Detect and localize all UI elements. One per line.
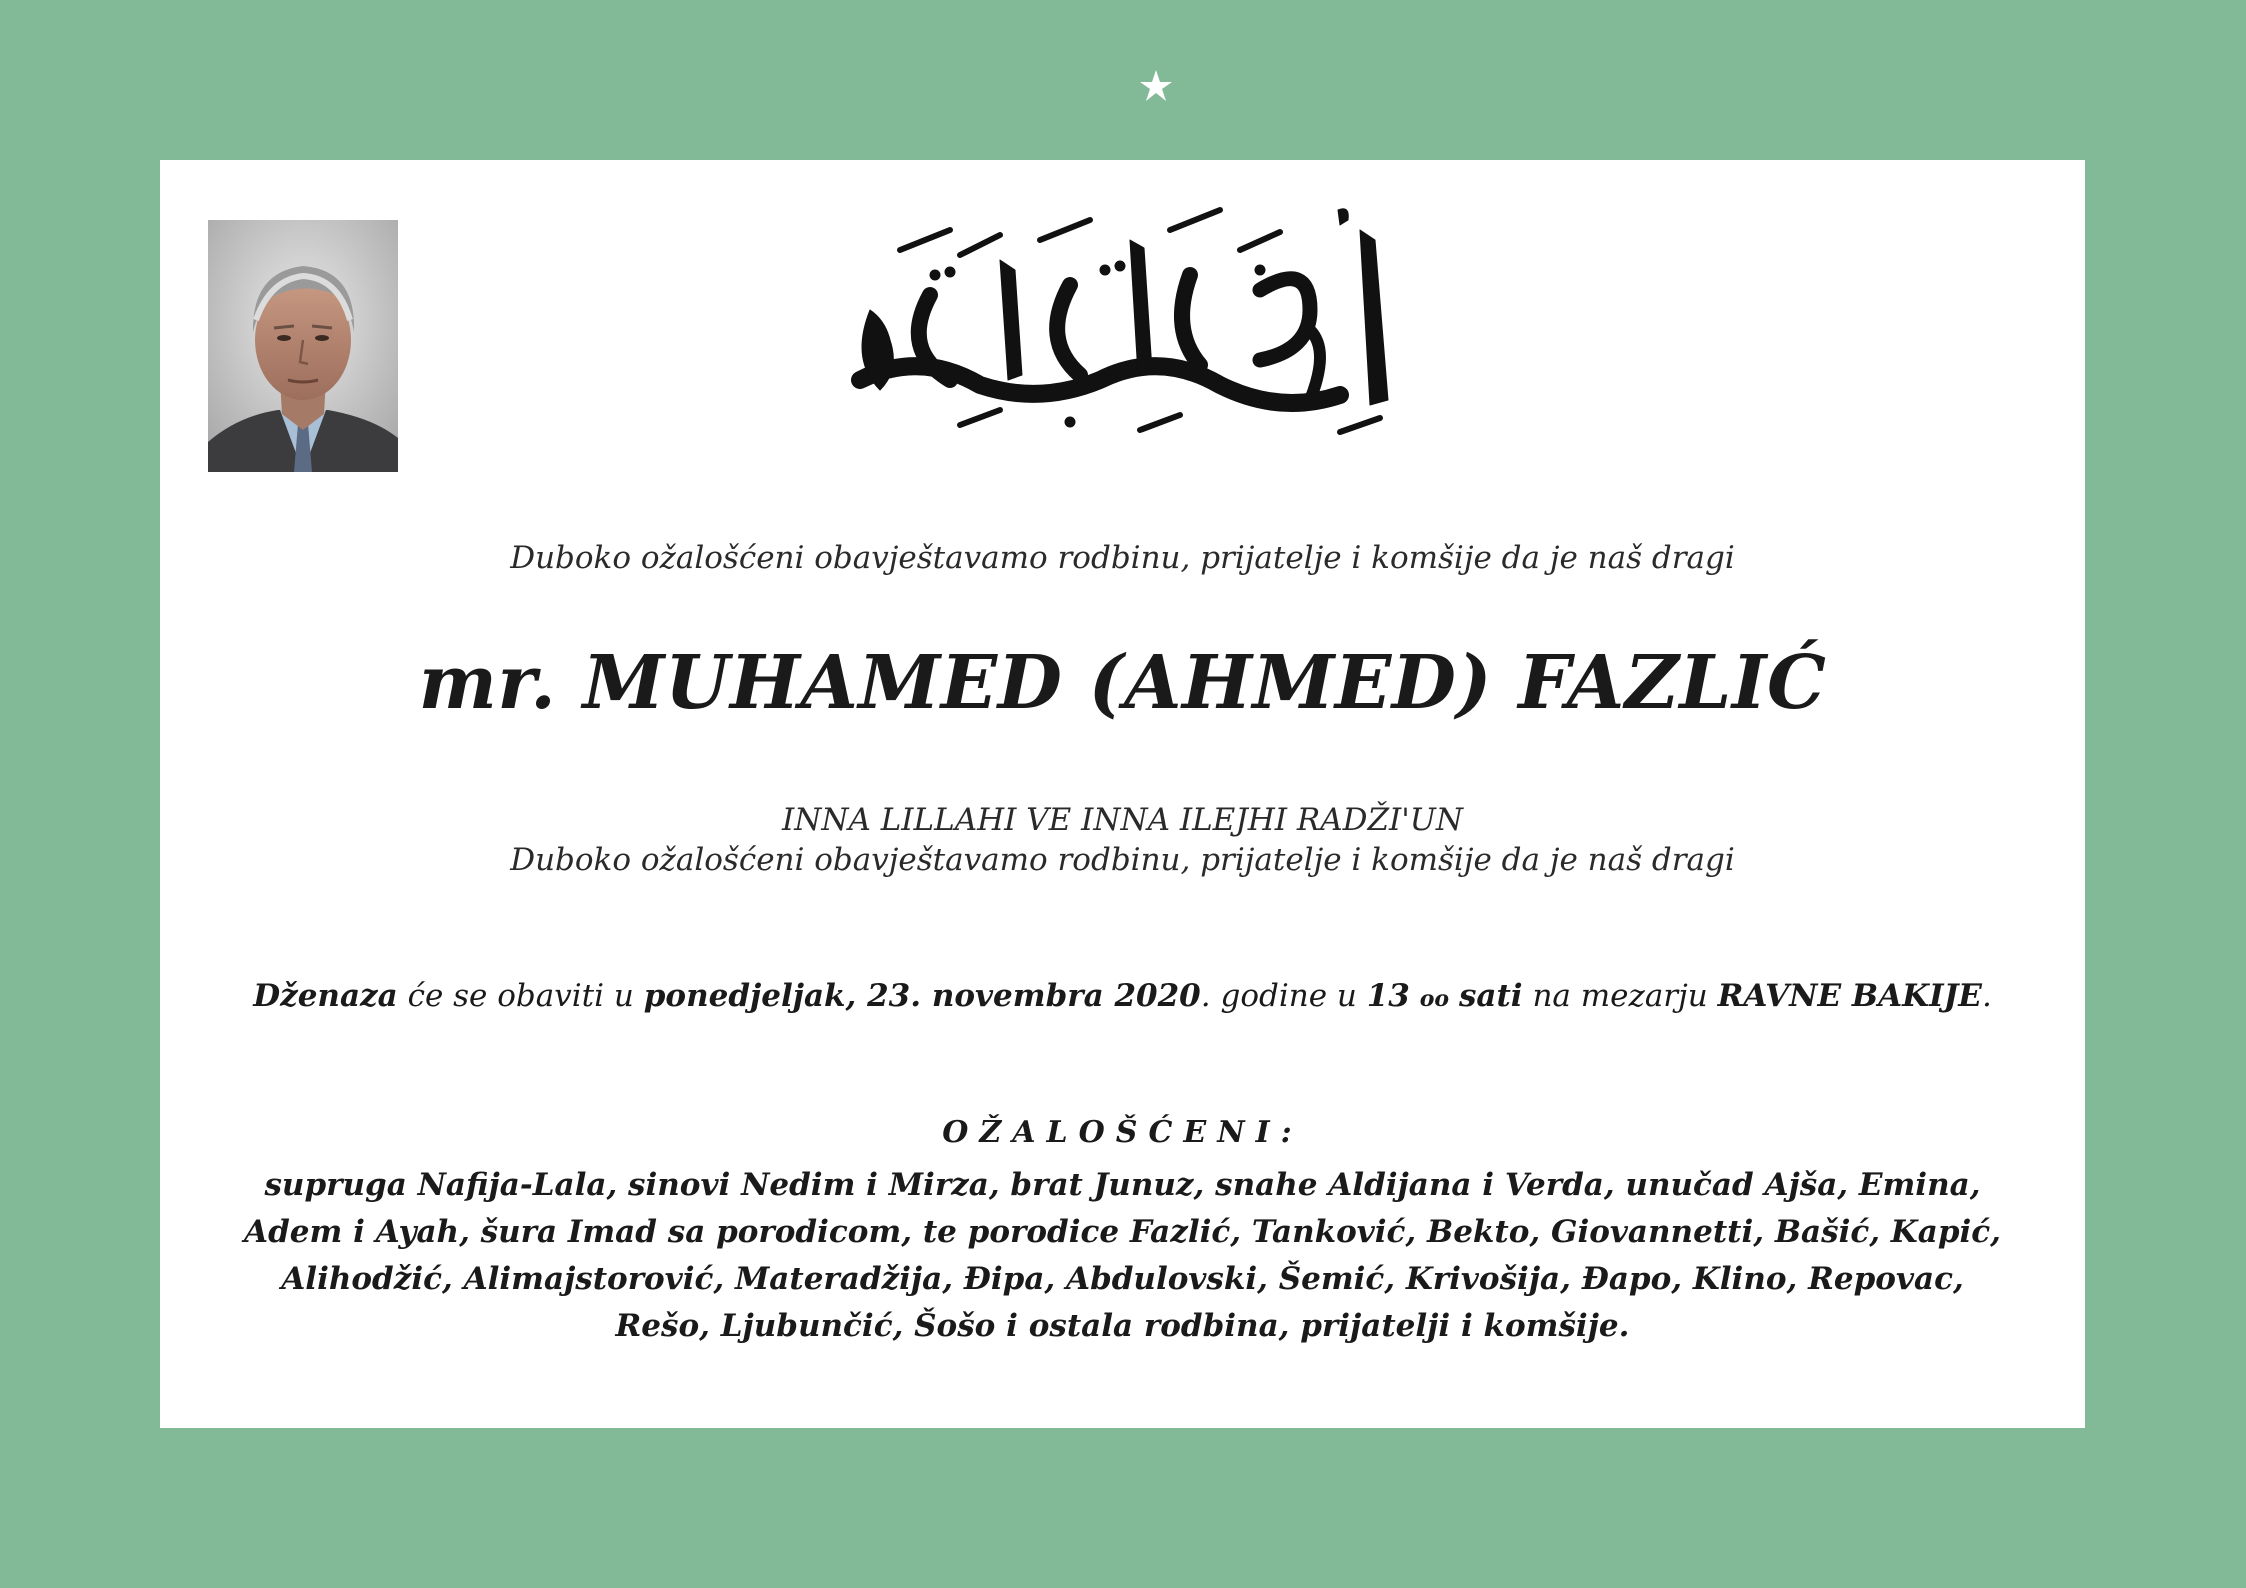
mourners-line: Rešo, Ljubunčić, Šošo i ostala rodbina, prijatelji i komšije. — [615, 1308, 1630, 1344]
funeral-cemetery: RAVNE BAKIJE — [1717, 978, 1982, 1014]
arabic-calligraphy-image — [840, 200, 1400, 440]
funeral-date: ponedjeljak, 23. novembra 2020 — [643, 978, 1201, 1014]
funeral-text-3: na mezarju — [1522, 978, 1718, 1014]
obituary-card — [160, 160, 2085, 1428]
mourners-list — [160, 1162, 2085, 1350]
funeral-details — [160, 978, 2085, 1014]
mourners-line: supruga Nafija-Lala, sinovi Nedim i Mirza, brat Junuz, snahe Aldijana i Verda, unučad Ajša, Emina, — [264, 1167, 1981, 1203]
crescent-star-icon — [1064, 30, 1184, 135]
deceased-portrait-photo — [208, 220, 398, 472]
intro-text: Duboko ožalošćeni obavještavamo rodbinu, prijatelje i komšije da je naš dragi — [510, 540, 1735, 576]
funeral-hour: 13 — [1366, 978, 1410, 1014]
verse-line-1: INNA LILLAHI VE INNA ILEJHI RADŽI'UN — [781, 802, 1464, 838]
funeral-word: Dženaza — [253, 978, 398, 1014]
deceased-name: mr. MUHAMED (AHMED) FAZLIĆ — [418, 640, 1827, 726]
funeral-sati: sati — [1458, 978, 1523, 1014]
funeral-text-1: će se obaviti u — [397, 978, 644, 1014]
verse-line-2: Duboko ožalošćeni obavještavamo rodbinu, prijatelje i komšije da je naš dragi — [510, 842, 1735, 878]
mourners-line: Alihodžić, Alimajstorović, Materadžija, Đipa, Abdulovski, Šemić, Krivošija, Đapo, Klino, Repovac, — [281, 1261, 1964, 1297]
mourners-title: OŽALOŠĆENI: — [942, 1115, 1303, 1150]
funeral-text-4: . — [1981, 978, 1992, 1014]
funeral-minutes: oo — [1419, 986, 1450, 1012]
funeral-text-2: . godine u — [1200, 978, 1367, 1014]
mourners-line: Adem i Ayah, šura Imad sa porodicom, te porodice Fazlić, Tanković, Bekto, Giovannetti, Bašić, Kapić, — [244, 1214, 2001, 1250]
verse-block — [160, 800, 2085, 880]
